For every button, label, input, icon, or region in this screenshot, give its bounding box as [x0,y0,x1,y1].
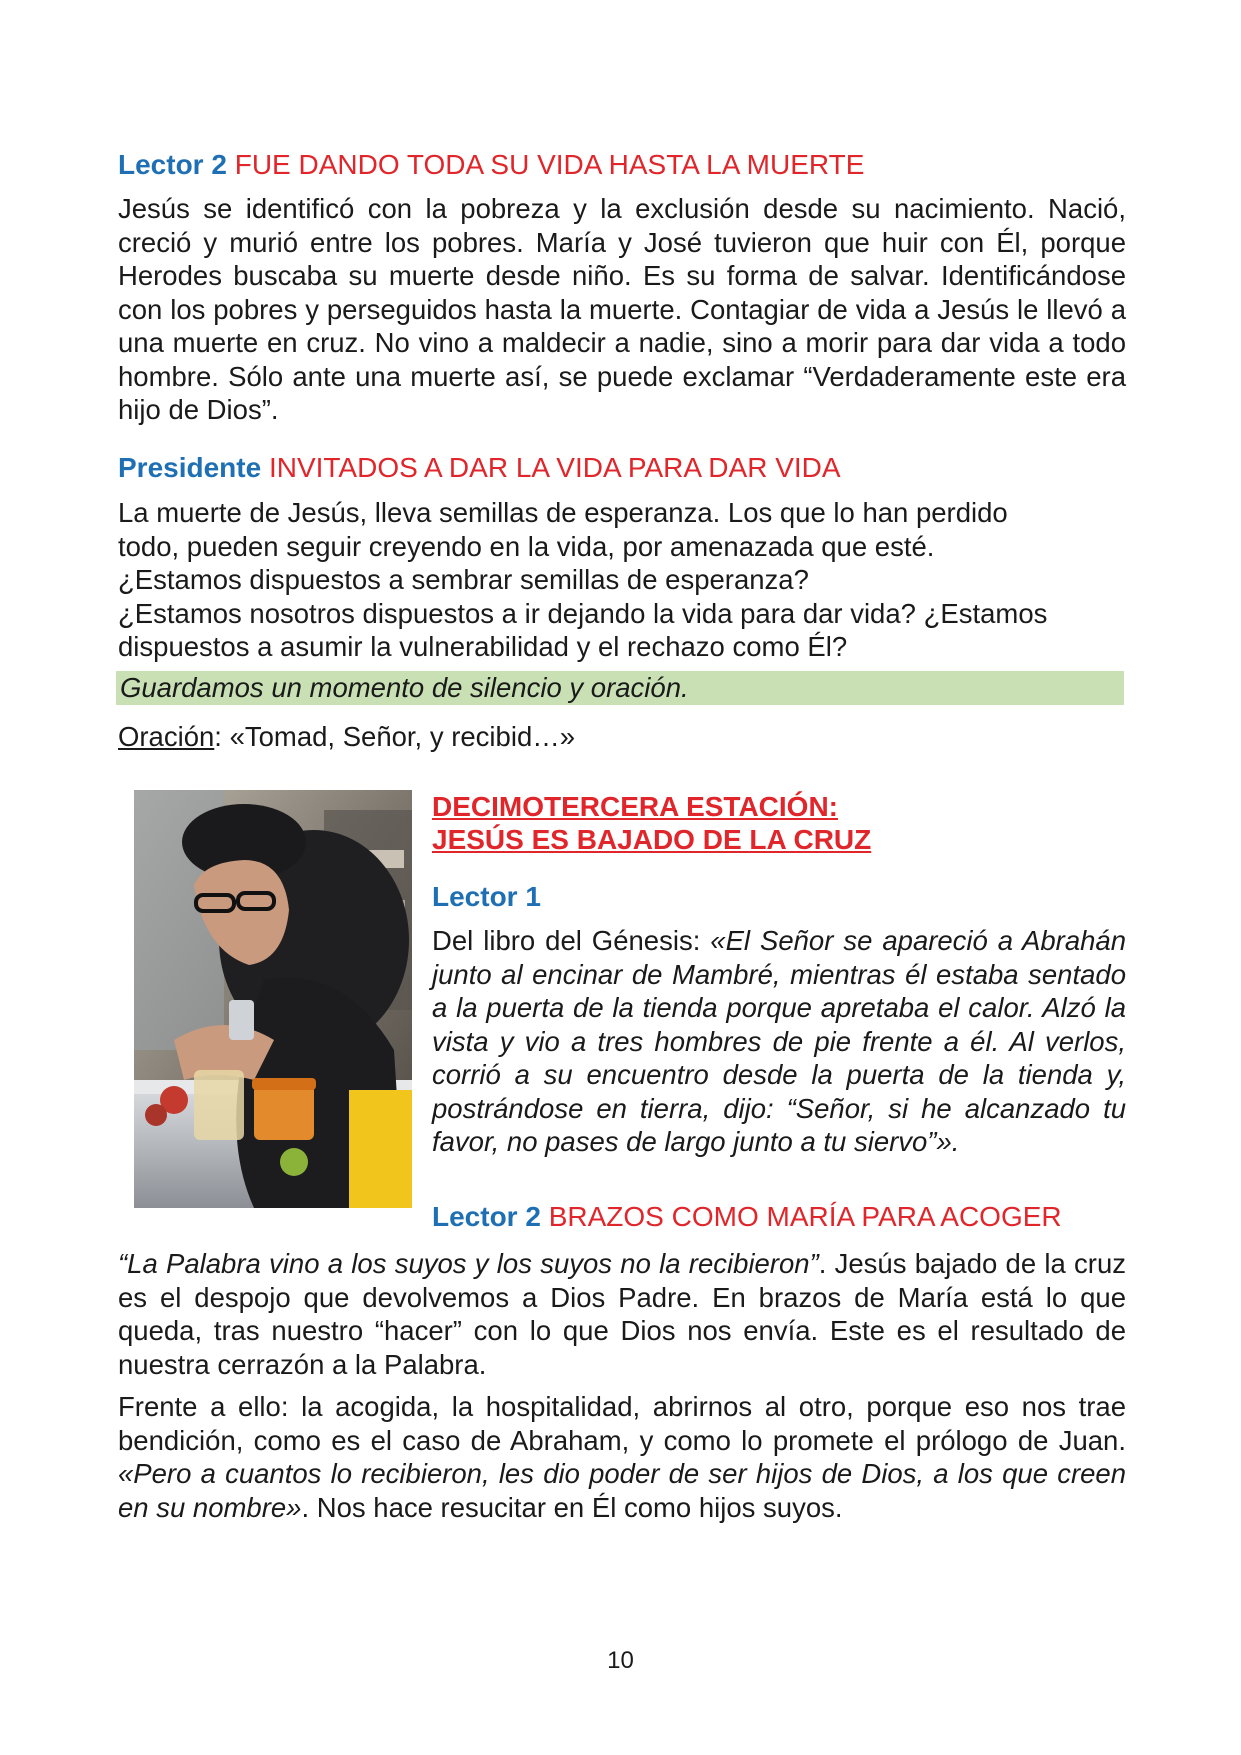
section-lector2-heading [118,148,1126,182]
section-presidente-body [118,496,1126,664]
section-lector2b-heading [432,1200,1126,1234]
genesis-quote: «El Señor se apareció a Abrahán junto al encinar de Mambré, mientras él estaba sentado a la puerta de la tienda porque apretaba el calor. Alzó la vista y vio a tres hombres de pie frente a él. Al verlos, corrió a su encuentro desde la puerta de la tienda y, postrándose en tierra, dijo: “Señor, si he alcanzado tu favor, no pases de largo junto a tu siervo”». [432,925,1127,1157]
section-title: INVITADOS A DAR LA VIDA PARA DAR VIDA [268,452,841,483]
section-lector1-heading [432,880,1126,914]
genesis-intro: Del libro del Génesis: [432,925,711,956]
section-title: FUE DANDO TODA SU VIDA HASTA LA MUERTE [234,149,865,180]
body-line: ¿Estamos nosotros dispuestos a ir dejando la vida para dar vida? ¿Estamos [118,597,1048,629]
speaker-label: Presidente [118,452,262,483]
section-presidente-heading [118,451,1126,485]
john-quote: “La Palabra vino a los suyos y los suyos no la recibieron” [118,1248,819,1279]
section-lector2b-body-2 [118,1390,1126,1524]
section-lector2-body [118,192,1126,427]
prologue-quote: «Pero a cuantos lo recibieron, les dio poder de ser hijos de Dios, a los que creen en su nombre» [118,1458,1126,1523]
document-page [118,0,1126,1755]
body-line: La muerte de Jesús, lleva semillas de esperanza. Los que lo han perdido [118,497,1008,528]
body-line: dispuestos a asumir la vulnerabilidad y el rechazo como Él? [118,631,848,662]
silence-banner: Guardamos un momento de silencio y oración. [116,671,1124,705]
section-lector2b-body [118,1247,1126,1381]
body-text: Frente a ello: la acogida, la hospitalidad, abrirnos al otro, porque eso nos trae bendición, como es el caso de Abraham, y como lo promete el prólogo de Juan. [118,1391,1126,1456]
body-paragraph: Jesús se identificó con la pobreza y la exclusión desde su nacimiento. Nació, creció y murió entre los pobres. María y José tuvieron que huir con Él, porque Herodes buscaba su muerte desde niño. Es su forma de salvar. Identificándose con los pobres y perseguidos hasta la muerte. Contagiar de vida a Jesús le llevó a una muerte en cruz. No vino a maldecir a nadie, sino a morir para dar vida a todo hombre. Sólo ante una muerte así, se puede exclamar “Verdaderamente este era hijo de Dios”. [118,193,1126,425]
section-lector1-body [432,924,1126,1159]
page-number: 10 [607,1647,634,1674]
station-heading [432,790,1126,856]
speaker-label: Lector 2 [118,149,227,180]
prayer-text: : «Tomad, Señor, y recibid…» [214,721,576,752]
speaker-label: Lector 1 [432,881,541,912]
prayer-line [118,720,1126,754]
photo-illustration [134,790,412,1208]
station-line-2: JESÚS ES BAJADO DE LA CRUZ [432,824,872,855]
section-title: BRAZOS COMO MARÍA PARA ACOGER [548,1201,1062,1232]
kitchen-worker-photo [134,790,412,1208]
prayer-label: Oración [118,721,215,752]
body-text: . Jesús bajado de la cruz es el despojo que devolvemos a Dios Padre. En brazos de María está lo que queda, tras nuestro “hacer” con lo que Dios nos envía. Este es el resultado de nuestra cerrazón a la Palabra. [118,1248,1126,1380]
body-text-end: . Nos hace resucitar en Él como hijos suyos. [301,1491,843,1523]
station-line-1: DECIMOTERCERA ESTACIÓN: [432,791,838,822]
body-line: ¿Estamos dispuestos a sembrar semillas de esperanza? [118,564,809,595]
speaker-label: Lector 2 [432,1201,541,1232]
body-line: todo, pueden seguir creyendo en la vida, por amenazada que esté. [118,530,935,562]
